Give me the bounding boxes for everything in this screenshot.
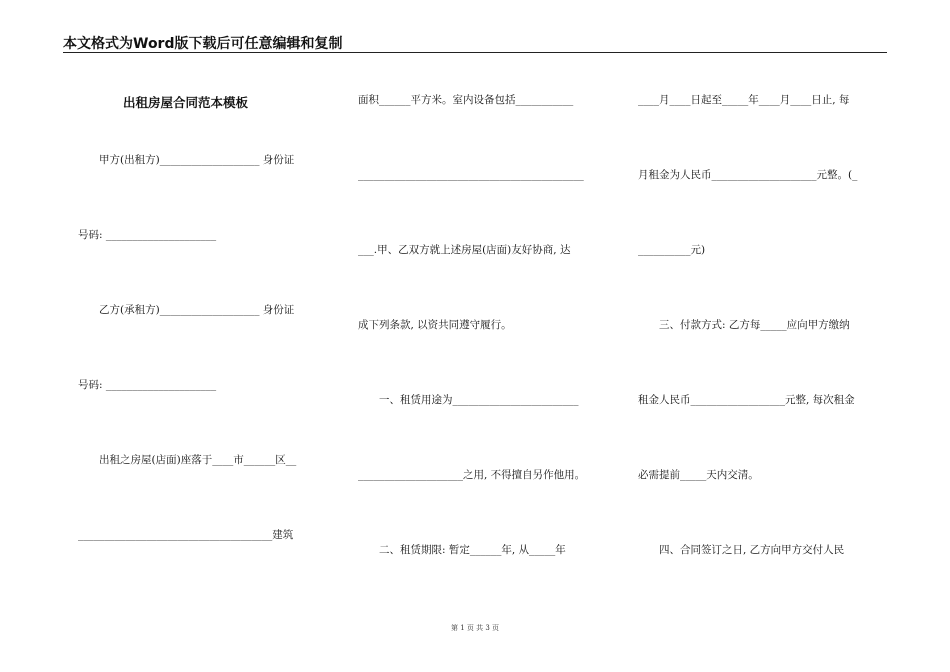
document-header: 本文格式为Word版下载后可任意编辑和复制 (63, 36, 343, 52)
text-line: _____________________________________建筑 (78, 529, 294, 541)
text-line: 一、租赁用途为________________________ (358, 394, 579, 406)
text-line: 四、合同签订之日, 乙方向甲方交付人民 (638, 544, 845, 556)
text-line: 面积______平方米。室内设备包括___________ (358, 94, 574, 106)
text-line: 三、付款方式: 乙方每_____应向甲方缴纳 (638, 319, 850, 331)
page-number: 第 1 页 共 3 页 (450, 624, 500, 632)
document-title: 出租房屋合同范本模板 (123, 95, 249, 110)
text-line: 月租金为人民币____________________元整。(_ (638, 169, 858, 181)
text-line: 二、租赁期限: 暂定______年, 从_____年 (358, 544, 566, 556)
text-line: 甲方(出租方)___________________ 身份证 (78, 154, 295, 166)
text-line: ___.甲、乙双方就上述房屋(店面)友好协商, 达 (358, 244, 571, 256)
text-line: 乙方(承租方)___________________ 身份证 (78, 304, 295, 316)
text-line: ____________________之用, 不得擅自另作他用。 (358, 469, 586, 481)
text-line: __________元) (638, 244, 706, 256)
header-rule (63, 52, 887, 53)
text-line: 号码: _____________________ (78, 229, 217, 241)
text-line: 号码: _____________________ (78, 379, 217, 391)
text-line: ____月____日起至_____年____月____日止, 每 (638, 94, 850, 106)
text-line: 出租之房屋(店面)座落于____市______区__ (78, 454, 297, 466)
text-line: ___________________________________________ (358, 169, 584, 181)
text-line: 必需提前_____天内交清。 (638, 469, 759, 481)
text-line: 租金人民币__________________元整, 每次租金 (638, 394, 855, 406)
text-line: 成下列条款, 以资共同遵守履行。 (358, 319, 512, 331)
